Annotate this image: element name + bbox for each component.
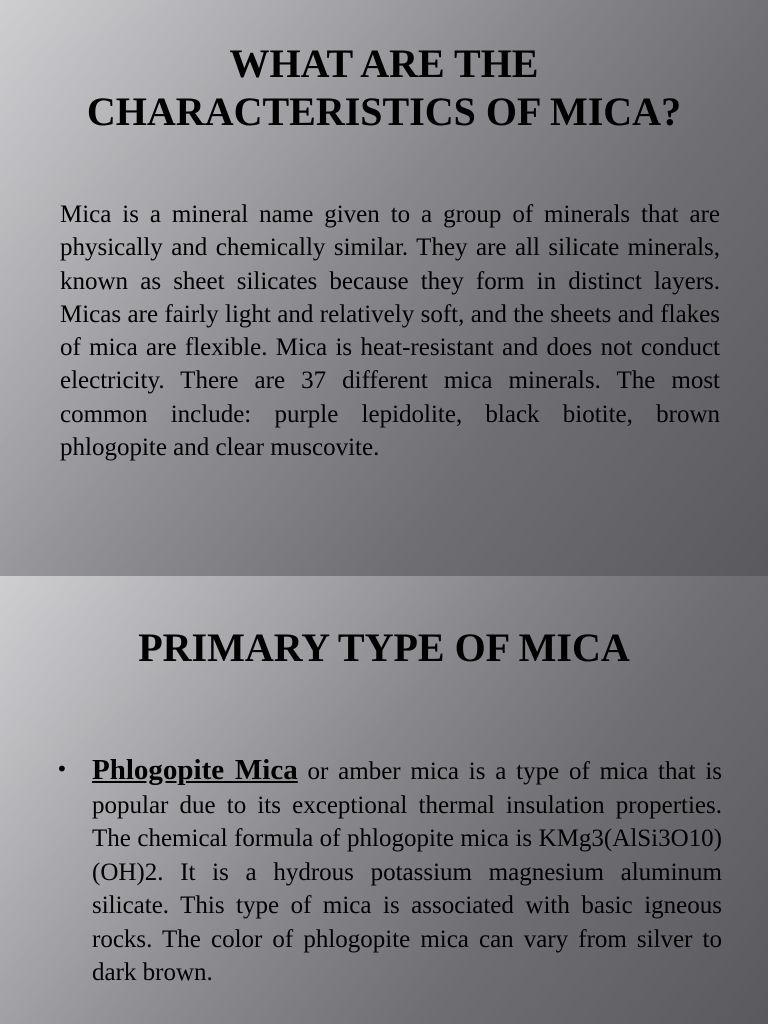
bullet-marker: • — [56, 757, 68, 781]
bullet-description: or amber mica is a type of mica that is popular due to its exceptional thermal insulation properties. The chemical formula of phlogopite mica is KMg3(AlSi3O10)(OH)2. It is a hydrous potassium magnesium aluminum silicate. This type of mica is associated with basic igneous rocks. The color of phlogopite mica can vary from silver to dark brown. — [92, 758, 722, 986]
slide-title — [0, 40, 768, 136]
slide-title: PRIMARY TYPE OF MICA — [138, 625, 630, 670]
bullet-term: Phlogopite Mica — [92, 754, 298, 786]
title-line-2: CHARACTERISTICS OF MICA? — [86, 89, 682, 134]
slide-body-text: Mica is a mineral name given to a group of minerals that are physically and chemically similar. They are all silicate minerals, known as sheet silicates because they form in distinct layers. Micas are fairly light and relatively soft, and the sheets and flakes of mica are flexible. Mica is heat-resistant and does not conduct electricity. There are 37 different mica minerals. The most common include: purple lepidolite, black biotite, brown phlogopite and clear muscovite. — [60, 201, 720, 462]
title-line-1: WHAT ARE THE — [229, 41, 539, 86]
bullet-text — [92, 754, 722, 990]
slide-primary-type — [0, 576, 768, 1024]
